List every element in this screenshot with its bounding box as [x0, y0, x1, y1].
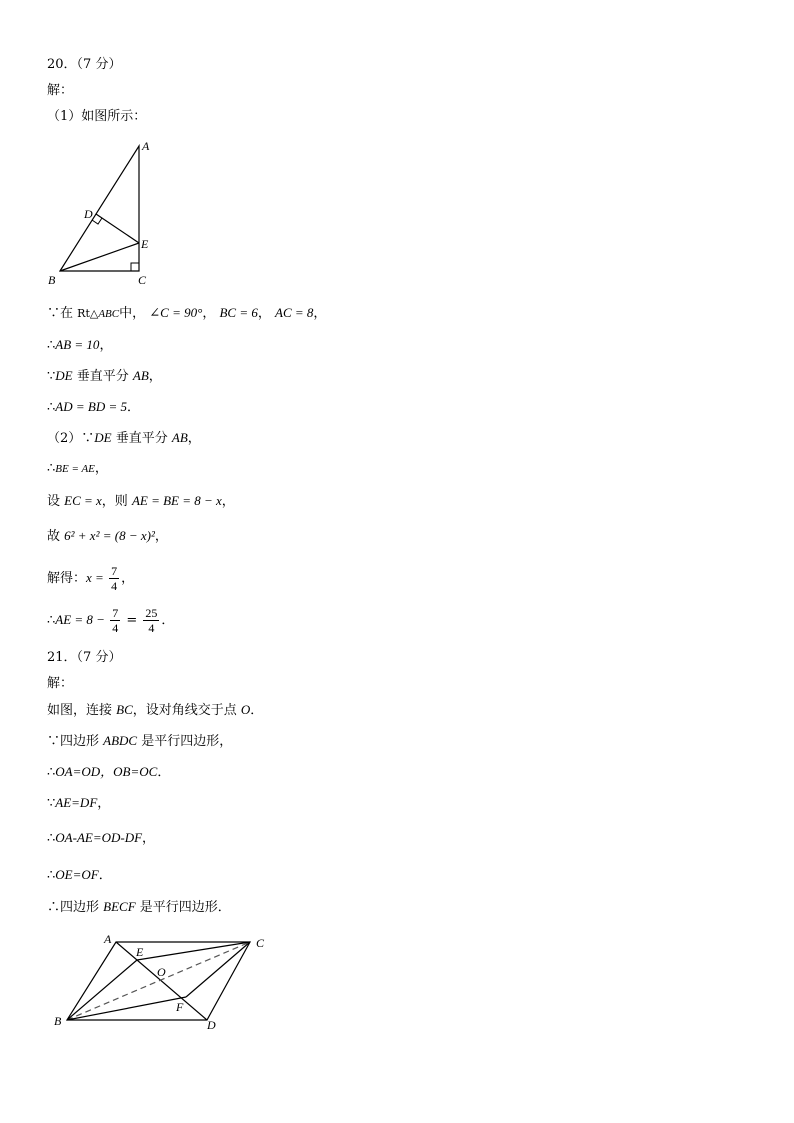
label-e: E — [136, 945, 144, 959]
triangle-abc — [60, 146, 139, 271]
q20-line-10: ∴AE = 8 − $\frac{7}{4}$ = $\frac{25}{4}$ ． — [47, 606, 175, 635]
q21-line-6: ∴OE=OF． — [47, 867, 112, 883]
q21-line-2: ∵四边形 ABDC 是平行四边形， — [47, 733, 233, 749]
q20-line-7: 设 EC = x，则 AE = BE = 8 − x， — [47, 493, 235, 509]
q21-line-7: ∴四边形 BECF 是平行四边形． — [47, 899, 231, 915]
segment-fb — [67, 997, 186, 1020]
fraction-7-4: $\frac{7}{4}$ — [111, 564, 118, 593]
q20-line-5: （2）∵DE 垂直平分 AB， — [47, 430, 201, 446]
q20-line-3: ∵DE 垂直平分 AB， — [47, 368, 162, 384]
fraction-7-4-b: $\frac{7}{4}$ — [112, 606, 119, 635]
q21-line-3: ∴OA=OD，OB=OC． — [47, 764, 171, 780]
segment-de — [96, 214, 139, 243]
segment-be — [60, 243, 139, 271]
q20-solution-label: 解： — [47, 83, 74, 98]
label-d: D — [207, 1018, 216, 1032]
label-f: F — [176, 1000, 184, 1014]
q20-line-9: 解得：x = $\frac{7}{4}$ ， — [47, 564, 135, 593]
q20-line-8: 故 6² + x² = (8 − x)²， — [47, 528, 168, 544]
q21-line-5: ∴OA-AE=OD-DF， — [47, 830, 156, 846]
label-d: D — [84, 207, 93, 221]
q21-solution-label: 解： — [47, 676, 74, 691]
q20-line-6: ∴BE = AE， — [47, 461, 108, 476]
label-a: A — [104, 932, 112, 946]
q20-header: 20．（7 分） — [47, 57, 122, 72]
parallelogram-abdc — [67, 942, 250, 1020]
q21-parallelogram-figure — [50, 930, 280, 1035]
segment-be — [67, 960, 137, 1020]
q20-line-4: ∴AD = BD = 5． — [47, 399, 140, 415]
q21-line-1: 如图，连接 BC，设对角线交于点 O． — [47, 702, 264, 718]
q21-header: 21．（7 分） — [47, 650, 122, 665]
right-angle-mark-c — [131, 263, 139, 271]
fraction-25-4: $\frac{25}{4}$ — [145, 606, 158, 635]
label-a: A — [142, 139, 150, 153]
label-b: B — [54, 1014, 62, 1028]
diagonal-bc — [67, 942, 250, 1020]
label-o: O — [157, 965, 166, 979]
q20-triangle-figure — [44, 136, 164, 286]
q21-line-4: ∵AE=DF， — [47, 795, 111, 811]
label-e: E — [141, 237, 149, 251]
label-b: B — [48, 273, 56, 287]
q20-line-2: ∴AB = 10， — [47, 337, 113, 353]
q20-part1: （1）如图所示： — [47, 109, 147, 124]
q20-line-1: ∵在 Rt△ABC中， ∠C = 90°， BC = 6， AC = 8， — [47, 305, 327, 321]
label-c: C — [256, 936, 265, 950]
label-c: C — [138, 273, 147, 287]
